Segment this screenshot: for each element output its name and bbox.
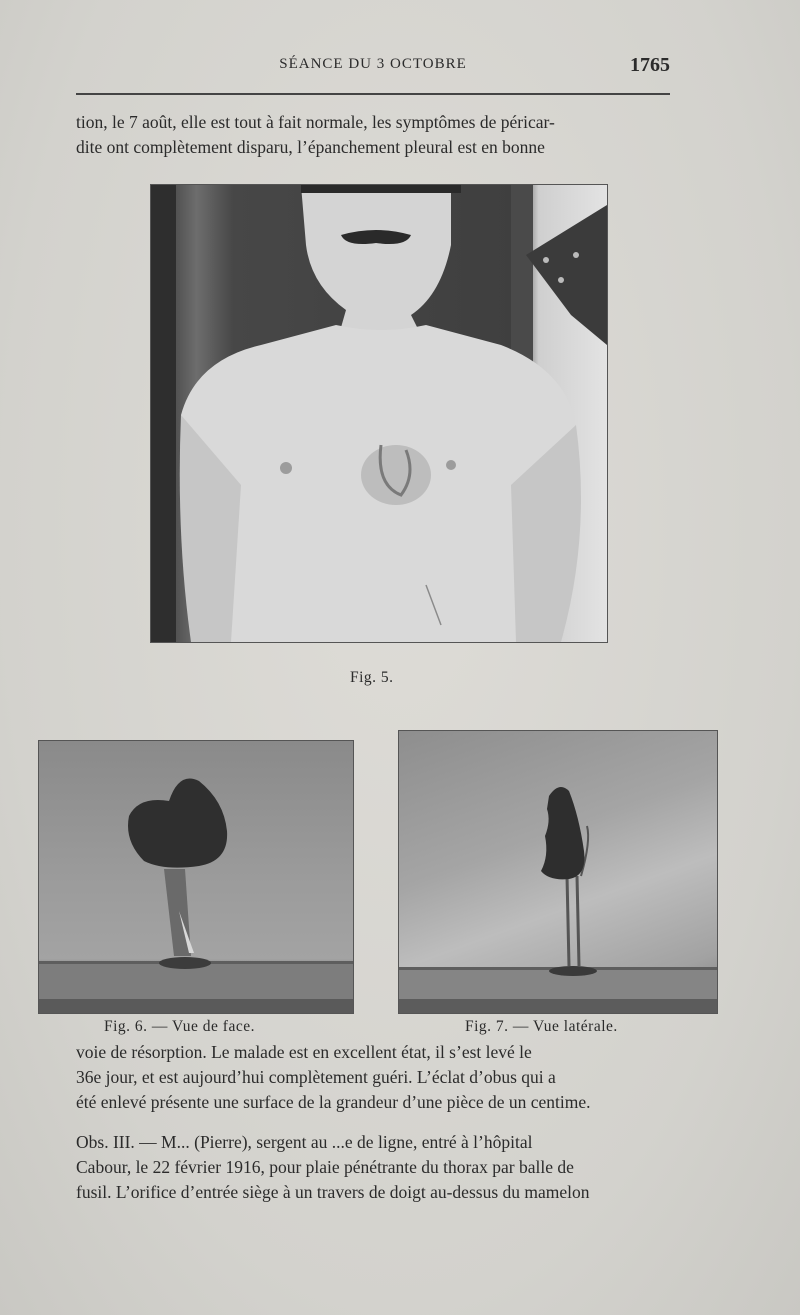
page-header [76,54,670,78]
fig6-drawing [39,741,353,1013]
fig5-drawing [151,185,607,642]
fig6-caption: Fig. 6. — Vue de face. [104,1018,255,1035]
header-rule [76,93,670,95]
fig7-lateral-view-photograph [398,730,718,1014]
fig6-front-view-photograph [38,740,354,1014]
fig7-caption: Fig. 7. — Vue latérale. [465,1018,618,1035]
fig5-caption: Fig. 5. [350,669,394,686]
top-paragraph: tion, le 7 août, elle est tout à fait normale, les symptômes de péricar- dite ont complètement disparu, l’épanchement pleural est en bonne [76,112,555,157]
page-number: 1765 [630,54,670,76]
middle-paragraph: voie de résorption. Le malade est en excellent état, il s’est levé le 36e jour, et est aujourd’hui complètement guéri. L’éclat d’obus qui a été enlevé présente une surface de la grandeur d’une pièce de un centime. [76,1042,591,1112]
fig7-drawing [399,731,717,1013]
fig5-chest-photograph [150,184,608,643]
running-title: SÉANCE DU 3 OCTOBRE [279,56,467,72]
observation-paragraph: Obs. III. — M... (Pierre), sergent au ...e de ligne, entré à l’hôpital Cabour, le 22 février 1916, pour plaie pénétrante du thorax par balle de fusil. L’orifice d’entrée siège à un travers de doigt au-dessus du mamelon [76,1132,590,1202]
